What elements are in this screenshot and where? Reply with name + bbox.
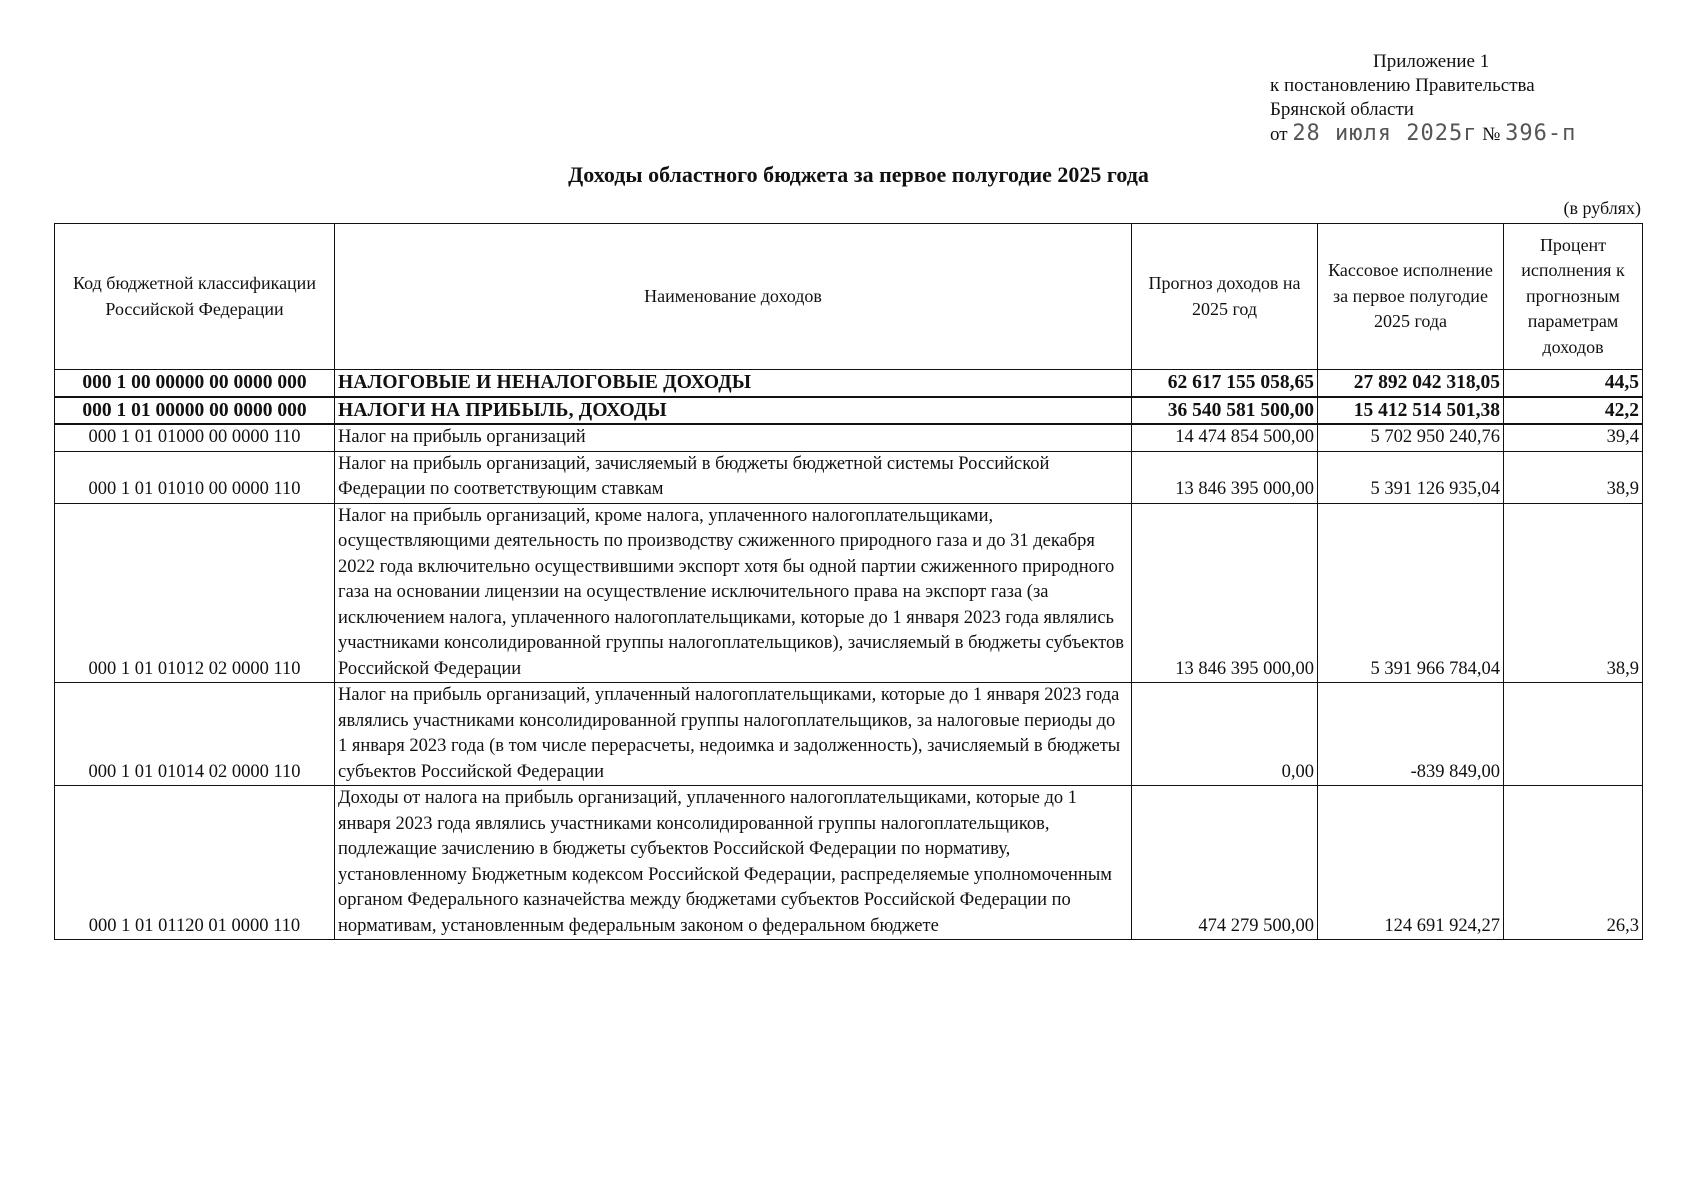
row-forecast: 0,00: [1132, 683, 1318, 786]
row-forecast: 36 540 581 500,00: [1132, 397, 1318, 425]
row-percent: 44,5: [1504, 370, 1643, 397]
row-forecast: 13 846 395 000,00: [1132, 451, 1318, 503]
row-percent: 26,3: [1504, 786, 1643, 940]
row-code: 000 1 01 00000 00 0000 000: [55, 397, 335, 425]
row-name: Налог на прибыль организаций: [335, 424, 1132, 451]
table-header-row: [55, 224, 1643, 370]
appendix-title: Приложение 1: [1373, 51, 1490, 72]
header-name: Наименование доходов: [335, 224, 1132, 370]
table-row: [55, 397, 1643, 425]
row-code: 000 1 01 01000 00 0000 110: [55, 424, 335, 451]
row-code: 000 1 01 01010 00 0000 110: [55, 451, 335, 503]
row-execution: 5 702 950 240,76: [1318, 424, 1504, 451]
row-execution: 5 391 126 935,04: [1318, 451, 1504, 503]
row-percent: 38,9: [1504, 503, 1643, 683]
table-row: [55, 786, 1643, 940]
row-name: Налог на прибыль организаций, зачисляемый в бюджеты бюджетной системы Российской Федерации по соответствующим ставкам: [335, 451, 1132, 503]
number-prefix: №: [1482, 124, 1501, 145]
header-percent: Процент исполнения к прогнозным параметрам доходов: [1504, 224, 1643, 370]
row-forecast: 13 846 395 000,00: [1132, 503, 1318, 683]
header-forecast: Прогноз доходов на 2025 год: [1132, 224, 1318, 370]
table-row: [55, 451, 1643, 503]
document-title: Доходы областного бюджета за первое полугодие 2025 года: [568, 162, 1149, 187]
row-execution: 5 391 966 784,04: [1318, 503, 1504, 683]
row-percent: 38,9: [1504, 451, 1643, 503]
income-table: [54, 223, 1643, 940]
units-note: (в рублях): [1563, 198, 1641, 218]
appendix-date-line: [1270, 122, 1576, 147]
row-code: 000 1 01 01014 02 0000 110: [55, 683, 335, 786]
appendix-region: Брянской области: [1270, 99, 1414, 120]
appendix-block: [1270, 50, 1576, 147]
row-name: Налог на прибыль организаций, кроме налога, уплаченного налогоплательщиками, осуществляющими деятельность по производству сжиженного природного газа и до 31 декабря 2022 года включительно осуществившими экспорт хотя бы одной партии сжиженного природного газа на основании лицензии на осуществление исключительного права на экспорт газа (за исключением налога, уплаченного налогоплательщиками, которые до 1 января 2023 года являлись участниками консолидированной группы налогоплательщиков), зачисляемый в бюджеты субъектов Российской Федерации: [335, 503, 1132, 683]
row-code: 000 1 01 01012 02 0000 110: [55, 503, 335, 683]
row-name: Доходы от налога на прибыль организаций, уплаченного налогоплательщиками, которые до 1 января 2023 года являлись участниками консолидированной группы налогоплательщиков, подлежащие зачислению в бюджеты субъектов Российской Федерации по нормативу, установленному Бюджетным кодексом Российской Федерации, распределяемые уполномоченным органом Федерального казначейства между бюджетами субъектов Российской Федерации по нормативам, установленным федеральным законом о федеральном бюджете: [335, 786, 1132, 940]
table-row: [55, 370, 1643, 397]
date-prefix: от: [1270, 124, 1288, 145]
row-name: Налог на прибыль организаций, уплаченный налогоплательщиками, которые до 1 января 2023 года являлись участниками консолидированной группы налогоплательщиков, за налоговые периоды до 1 января 2023 года (в том числе перерасчеты, недоимка и задолженность), зачисляемый в бюджеты субъектов Российской Федерации: [335, 683, 1132, 786]
header-code: Код бюджетной классификации Российской Федерации: [55, 224, 335, 370]
row-code: 000 1 00 00000 00 0000 000: [55, 370, 335, 397]
row-forecast: 14 474 854 500,00: [1132, 424, 1318, 451]
handwritten-number: 396-п: [1505, 121, 1577, 146]
appendix-resolution: к постановлению Правительства: [1270, 75, 1535, 96]
handwritten-date: 28 июля 2025г: [1292, 121, 1478, 146]
row-execution: 15 412 514 501,38: [1318, 397, 1504, 425]
table-row: [55, 424, 1643, 451]
row-percent: 39,4: [1504, 424, 1643, 451]
row-forecast: 62 617 155 058,65: [1132, 370, 1318, 397]
table-row: [55, 503, 1643, 683]
header-execution: Кассовое исполнение за первое полугодие 2025 года: [1318, 224, 1504, 370]
row-name: НАЛОГОВЫЕ И НЕНАЛОГОВЫЕ ДОХОДЫ: [335, 370, 1132, 397]
row-forecast: 474 279 500,00: [1132, 786, 1318, 940]
row-percent: [1504, 683, 1643, 786]
row-name: НАЛОГИ НА ПРИБЫЛЬ, ДОХОДЫ: [335, 397, 1132, 425]
row-execution: 27 892 042 318,05: [1318, 370, 1504, 397]
row-execution: 124 691 924,27: [1318, 786, 1504, 940]
row-execution: -839 849,00: [1318, 683, 1504, 786]
row-code: 000 1 01 01120 01 0000 110: [55, 786, 335, 940]
row-percent: 42,2: [1504, 397, 1643, 425]
table-row: [55, 683, 1643, 786]
